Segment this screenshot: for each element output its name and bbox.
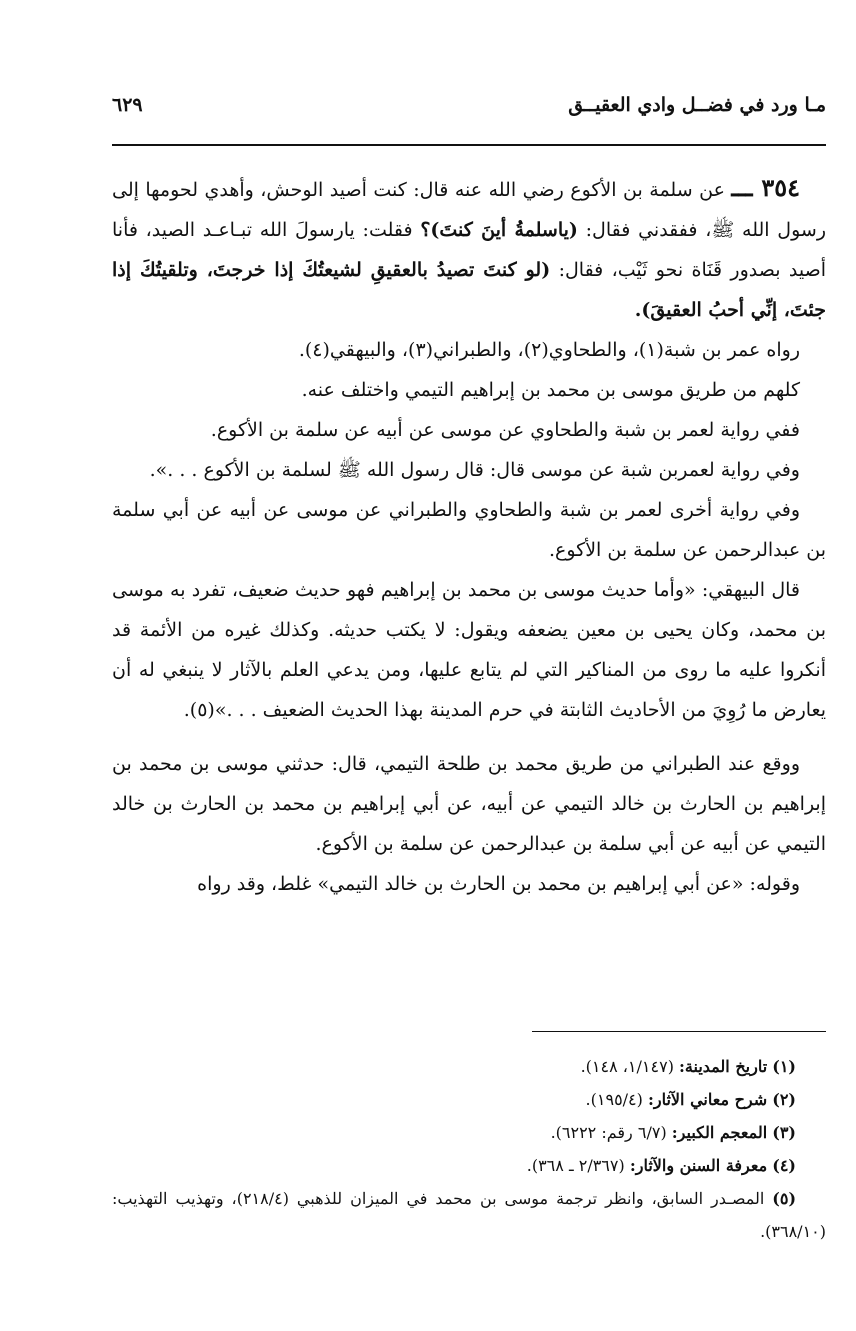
- page-header: [112, 88, 826, 128]
- hadith-quote-2: (لو كنتَ تصيدُ بالعقيقِ لشيعتُكَ إذا خرجتَ، وتلقيتُكَ إذا جئتَ، إنِّي أحبُ العقيقَ).: [112, 259, 826, 321]
- footnote-3: (٣) المعجم الكبير: (٦/٧ رقم: ٦٢٢٢).: [550, 1123, 796, 1142]
- closing-paragraph: وقوله: «عن أبي إبراهيم بن محمد بن الحارث بن خالد التيمي» غلط، وقد رواه: [197, 873, 800, 895]
- footnote-1: (١) تاريخ المدينة: (١/١٤٧، ١٤٨).: [580, 1057, 796, 1076]
- narration-paragraph-3: وفي رواية أخرى لعمر بن شبة والطحاوي والطبراني عن موسى عن أبيه عن أبي سلمة بن عبدالرحمن عن سلمة بن الأكوع.: [112, 499, 826, 561]
- footnote-4: (٤) معرفة السنن والآثار: (٢/٣٦٧ ـ ٣٦٨).: [526, 1156, 796, 1175]
- running-title: مـا ورد في فضــل وادي العقيــق: [568, 94, 826, 116]
- footnote-5: (٥) المصـدر السابق، وانظر ترجمة موسى بن محمد في الميزان للذهبي (٢١٨/٤)، وتهذيب التهذيب: (٣٦٨/١٠).: [112, 1189, 826, 1241]
- main-text: [112, 168, 826, 904]
- page-number: ٦٢٩: [112, 94, 143, 116]
- bayhaqi-paragraph: قال البيهقي: «وأما حديث موسى بن محمد بن إبراهيم فهو حديث ضعيف، تفرد به موسى بن محمد، وكان يحيى بن معين يضعفه ويقول: لا يكتب حديثه. وكذلك غيره من الأئمة قد أنكروا عليه ما روى من المناكير التي لم يتابع عليها، ومن يدعي العلم بالآثار لا ينبغي له أن يعارض ما رُوِيَ من الأحاديث الثابتة في حرم المدينة بهذا الحديث الضعيف . . .»(٥).: [112, 579, 826, 721]
- header-rule: [112, 144, 826, 146]
- hadith-number: ٣٥٤ ـــ: [731, 173, 800, 202]
- narration-paragraph-1: ففي رواية لعمر بن شبة والطحاوي عن موسى عن أبيه عن سلمة بن الأكوع.: [210, 419, 800, 441]
- narration-paragraph-2: وفي رواية لعمربن شبة عن موسى قال: قال رسول الله ﷺ لسلمة بن الأكوع . . .».: [149, 459, 800, 481]
- hadith-text-2: فقلت: يارسولَ الله تبـاعـد الصيد، فأنا أصيد بصدور قَنَاة نحو ثَيْب، فقال:: [112, 219, 826, 281]
- hadith-quote-1: (ياسلمةُ أينَ كنتَ)؟: [420, 219, 578, 241]
- chain-paragraph: كلهم من طريق موسى بن محمد بن إبراهيم التيمي واختلف عنه.: [301, 379, 800, 401]
- footnote-2: (٢) شرح معاني الآثار: (١٩٥/٤).: [585, 1090, 796, 1109]
- hadith-paragraph: [112, 168, 826, 330]
- footnote-rule: [532, 1031, 826, 1032]
- takhrij-paragraph: رواه عمر بن شبة(١)، والطحاوي(٢)، والطبراني(٣)، والبيهقي(٤).: [298, 339, 800, 361]
- footnotes: [112, 1050, 826, 1248]
- tabarani-paragraph: ووقع عند الطبراني من طريق محمد بن طلحة التيمي، قال: حدثني موسى بن محمد بن إبراهيم بن الحارث بن خالد التيمي عن أبيه، عن أبي إبراهيم بن محمد بن الحارث بن خالد التيمي عن أبيه عن أبي سلمة بن عبدالرحمن عن سلمة بن الأكوع.: [112, 753, 826, 855]
- hadith-text-1: عن سلمة بن الأكوع رضي الله عنه قال: كنت أصيد الوحش، وأهدي لحومها إلى رسول الله ﷺ، ففقدني فقال:: [112, 179, 826, 241]
